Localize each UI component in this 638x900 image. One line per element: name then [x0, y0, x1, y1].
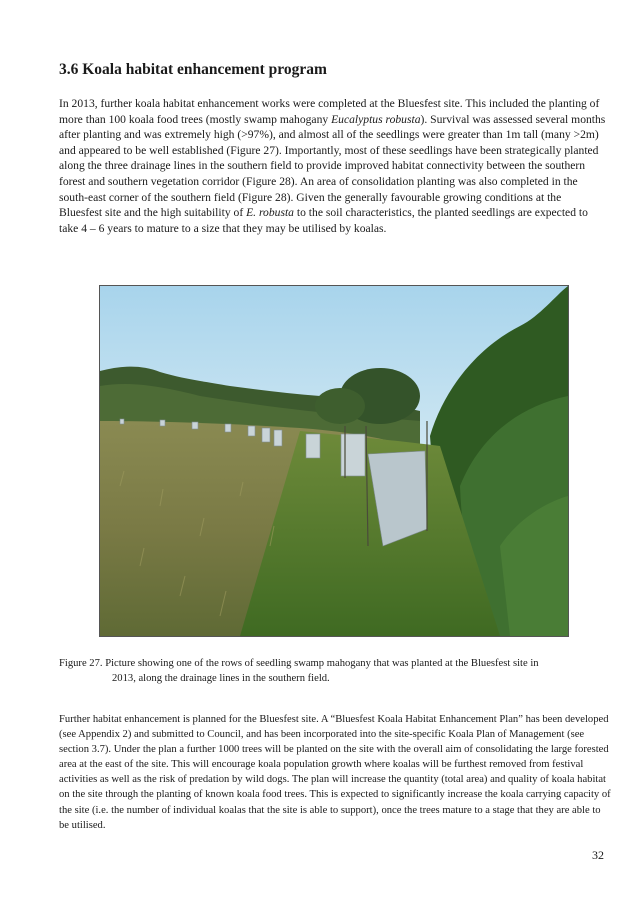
enhancement-plan-paragraph: Further habitat enhancement is planned for the Bluesfest site. A “Bluesfest Koala Habitat Enhancement Plan” has been developed (see Appendix 2) and submitted to Council, and has been incorporated into the site-specific Koala Plan of Management (see section 3.7). Under the plan a further 1000 trees will be planted on the site with the overall aim of consolidating the large forested area at the east of the site. This will encourage koala population growth where koalas will be furthest removed from festival activities as well as the risk of predation by wild dogs. The plan will increase the quantity (total area) and quality of koala habitat on the site through the planting of known koala food trees. This is expected to significantly increase the koala carrying capacity of the site (i.e. the number of individual koalas that the site is able to support), once the trees mature to a stage that they are able to be utilised.: [59, 714, 611, 831]
seedling-row-photo: [100, 286, 568, 636]
section-heading: 3.6 Koala habitat enhancement program: [59, 61, 327, 78]
page-number: 32: [592, 848, 604, 862]
caption-line-2: 2013, along the drainage lines in the southern field.: [112, 673, 330, 684]
figure-caption: [59, 656, 607, 686]
intro-paragraph: [59, 96, 607, 236]
caption-line-1: Figure 27. Picture showing one of the rows of seedling swamp mahogany that was planted at the Bluesfest site in: [59, 658, 539, 669]
figure-photo: [99, 285, 569, 637]
intro-text-2: ). Survival was assessed several months after planting and was extremely high (>97%), and almost all of the seedlings were greater than 1m tall (many >2m) and appeared to be well established (Figure 27). Importantly, most of these seedlings have been strategically planted along the three drainage lines in the southern field to provide improved habitat connectivity between the southern forest and southern vegetation corridor (Figure 28). An area of consolidation planting was also completed in the south-east corner of the southern field (Figure 28). Given the generally favourable growing conditions at the Bluesfest site and the high suitability of: [59, 112, 606, 220]
species-name-1: Eucalyptus robusta: [331, 112, 421, 126]
species-name-2: E. robusta: [246, 206, 294, 220]
intro-text-1: In 2013, further koala habitat enhancement works were completed at the Bluesfest site. This included the planting of more than 100 koala food trees (mostly swamp mahogany: [59, 97, 600, 126]
intro-text-3: to the soil characteristics, the planted seedlings are expected to take 4 – 6 years to mature to a size that they may be utilised by koalas.: [59, 206, 588, 235]
